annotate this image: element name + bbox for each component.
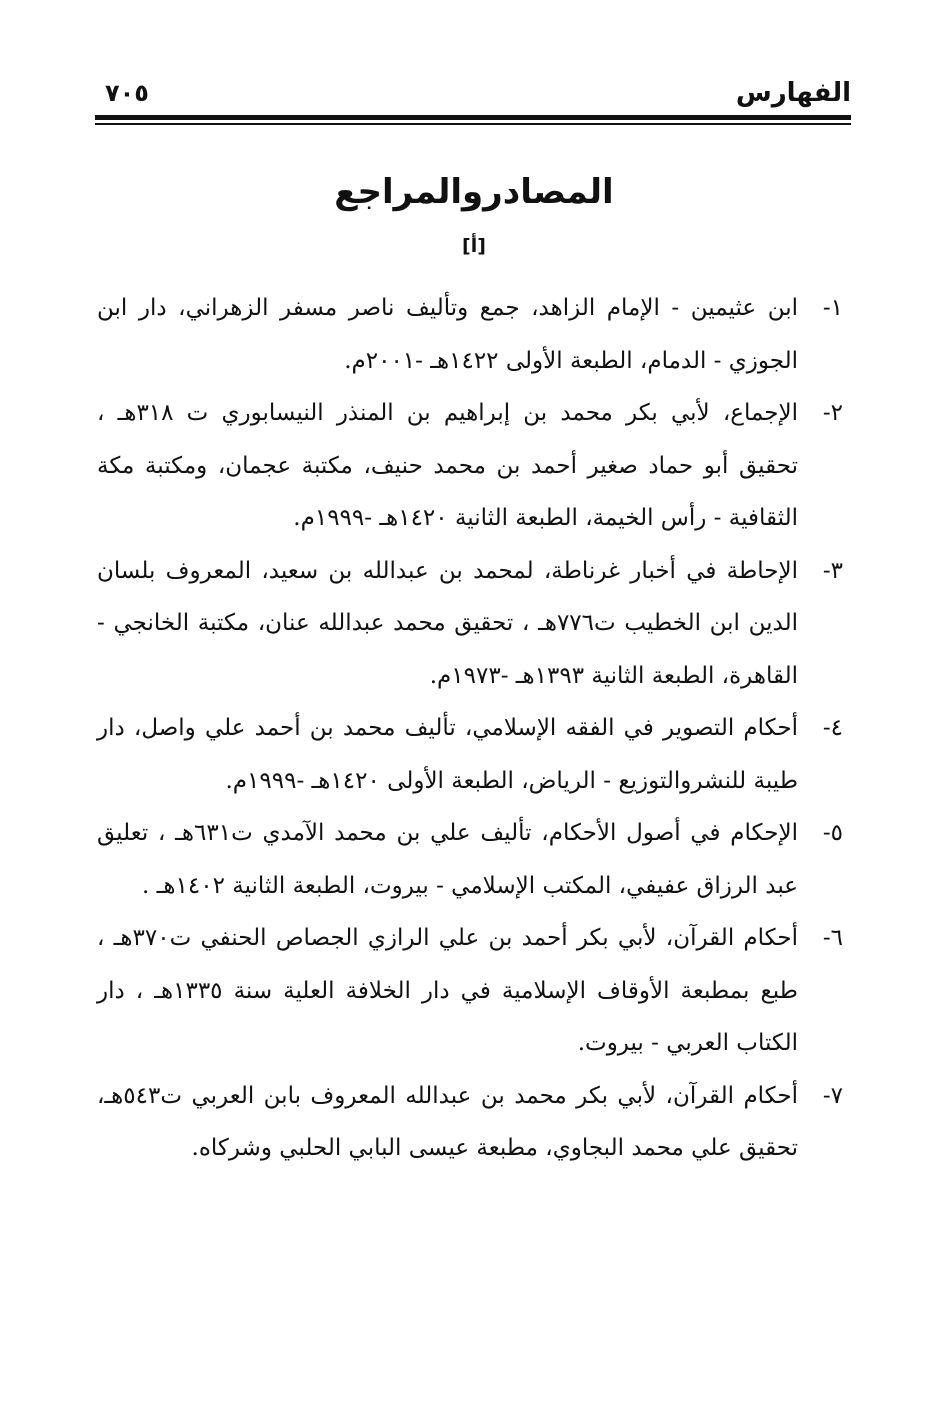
running-header [95,72,851,112]
reference-entry [97,1070,843,1175]
reference-entry [97,387,843,545]
entry-text: أحكام القرآن، لأبي بكر أحمد بن علي الرازي الجصاص الحنفي ت٣٧٠هـ ، طبع بمطبعة الأوقاف الإسلامية في دار الخلافة العلية سنة ١٣٣٥هـ ، دار الكتاب العربي - بيروت. [97,925,798,1056]
header-rule-thick [95,115,851,120]
letter-heading: [أ] [462,235,486,257]
reference-entry [97,545,843,703]
reference-entry [97,282,843,387]
entry-text: أحكام التصوير في الفقه الإسلامي، تأليف محمد بن أحمد علي واصل، دار طيبة للنشروالتوزيع - الرياض، الطبعة الأولى ١٤٢٠هـ -١٩٩٩م. [97,715,798,794]
entry-number: ٢- [822,400,843,426]
page-number: ٧٠٥ [105,79,149,107]
entry-text: الإحاطة في أخبار غرناطة، لمحمد بن عبدالله بن سعيد، المعروف بلسان الدين ابن الخطيب ت٧٧٦هـ ، تحقيق محمد عبدالله عنان، مكتبة الخانجي - القاهرة، الطبعة الثانية ١٣٩٣هـ -١٩٧٣م. [97,557,799,689]
entry-number: ٥- [822,820,843,846]
section-title: المصادروالمراجع [334,172,614,212]
reference-entry [97,912,843,1070]
entry-number: ٧- [822,1082,843,1109]
entry-text: الإحكام في أصول الأحكام، تأليف علي بن محمد الآمدي ت٦٣١هـ ، تعليق عبد الرزاق عفيفي، المكتب الإسلامي - بيروت، الطبعة الثانية ١٤٠٢هـ . [97,820,798,899]
entry-text: الإجماع، لأبي بكر محمد بن إبراهيم بن المنذر النيسابوري ت ٣١٨هـ ، تحقيق أبو حماد صغير أحمد بن محمد حنيف، مكتبة عجمان، ومكتبة مكة الثقافية - رأس الخيمة، الطبعة الثانية ١٤٢٠هـ -١٩٩٩م. [97,400,798,531]
entry-text: ابن عثيمين - الإمام الزاهد، جمع وتأليف ناصر مسفر الزهراني، دار ابن الجوزي - الدمام، الطبعة الأولى ١٤٢٢هـ -٢٠٠١م. [97,295,798,374]
references-list [97,282,843,1175]
header-title: الفهارس [735,78,851,108]
entry-number: ٦- [822,925,843,951]
entry-number: ١- [822,295,843,321]
header-rule-thin [95,123,851,125]
entry-number: ٣- [822,557,843,584]
entry-number: ٤- [822,715,843,741]
reference-entry [97,702,843,807]
entry-text: أحكام القرآن، لأبي بكر محمد بن عبدالله المعروف بابن العربي ت٥٤٣هـ، تحقيق علي محمد البجاوي، مطبعة عيسى البابي الحلبي وشركاه. [97,1082,798,1161]
reference-entry [97,807,843,912]
